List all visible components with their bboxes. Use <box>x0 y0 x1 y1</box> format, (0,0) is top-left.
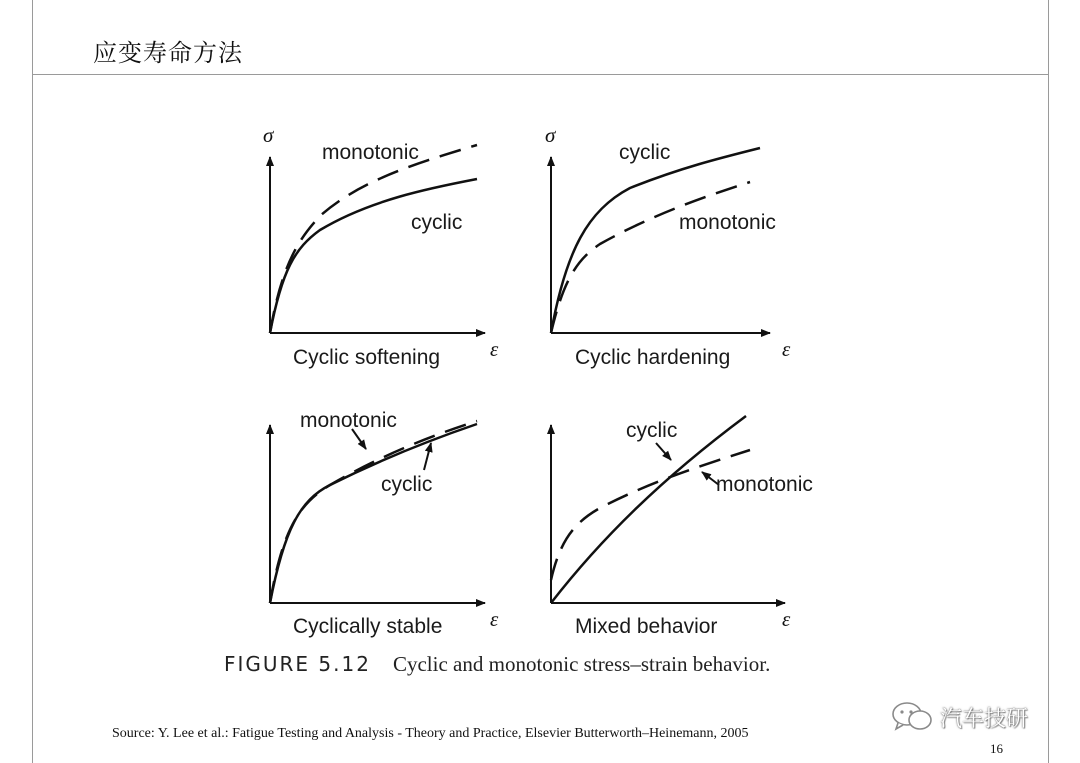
cyclic-label: cyclic <box>626 419 678 442</box>
panel-cyclic-hardening <box>545 123 791 369</box>
monotonic-label: monotonic <box>679 211 776 234</box>
monotonic-curve <box>270 145 477 333</box>
monotonic-label: monotonic <box>716 473 813 496</box>
source-citation: Source: Y. Lee et al.: Fatigue Testing and Analysis - Theory and Practice, Elsevier Butterworth–Heinemann, 2005 <box>112 726 749 741</box>
cyclic-curve <box>270 424 477 603</box>
monotonic-label: monotonic <box>300 409 397 432</box>
panel-cyclic-softening <box>263 123 499 369</box>
y-axis-symbol: σ <box>545 123 556 147</box>
figure-number: FIGURE 5.12 <box>224 652 371 676</box>
cyclic-label: cyclic <box>619 141 671 164</box>
cyclic-label: cyclic <box>381 473 433 496</box>
panel-caption: Cyclic hardening <box>575 346 731 369</box>
slide-title: 应变寿命方法 <box>93 39 243 67</box>
panel-caption: Mixed behavior <box>575 615 718 638</box>
x-axis-symbol: ε <box>782 607 791 631</box>
figure-caption-text: Cyclic and monotonic stress–strain behavior. <box>392 652 771 676</box>
wechat-icon <box>890 700 934 734</box>
cyclic-curve <box>551 148 760 333</box>
panel-caption: Cyclically stable <box>293 615 443 638</box>
watermark <box>890 700 1028 734</box>
monotonic-curve <box>551 450 750 580</box>
monotonic-pointer <box>352 429 366 449</box>
panel-mixed-behavior <box>551 416 813 638</box>
cyclic-label: cyclic <box>411 211 463 234</box>
cyclic-pointer <box>424 443 431 470</box>
monotonic-label: monotonic <box>322 141 419 164</box>
x-axis-symbol: ε <box>490 607 499 631</box>
watermark-text: 汽车技研 <box>940 706 1029 732</box>
figure-caption <box>224 652 770 677</box>
cyclic-curve <box>551 416 746 603</box>
x-axis-symbol: ε <box>782 337 791 361</box>
panel-caption: Cyclic softening <box>293 346 441 369</box>
monotonic-curve <box>551 182 750 333</box>
y-axis-symbol: σ <box>263 123 274 147</box>
cyclic-curve <box>270 179 477 333</box>
x-axis-symbol: ε <box>490 337 499 361</box>
page-number: 16 <box>990 741 1003 756</box>
cyclic-pointer <box>656 443 671 460</box>
panel-cyclically-stable <box>270 409 499 638</box>
